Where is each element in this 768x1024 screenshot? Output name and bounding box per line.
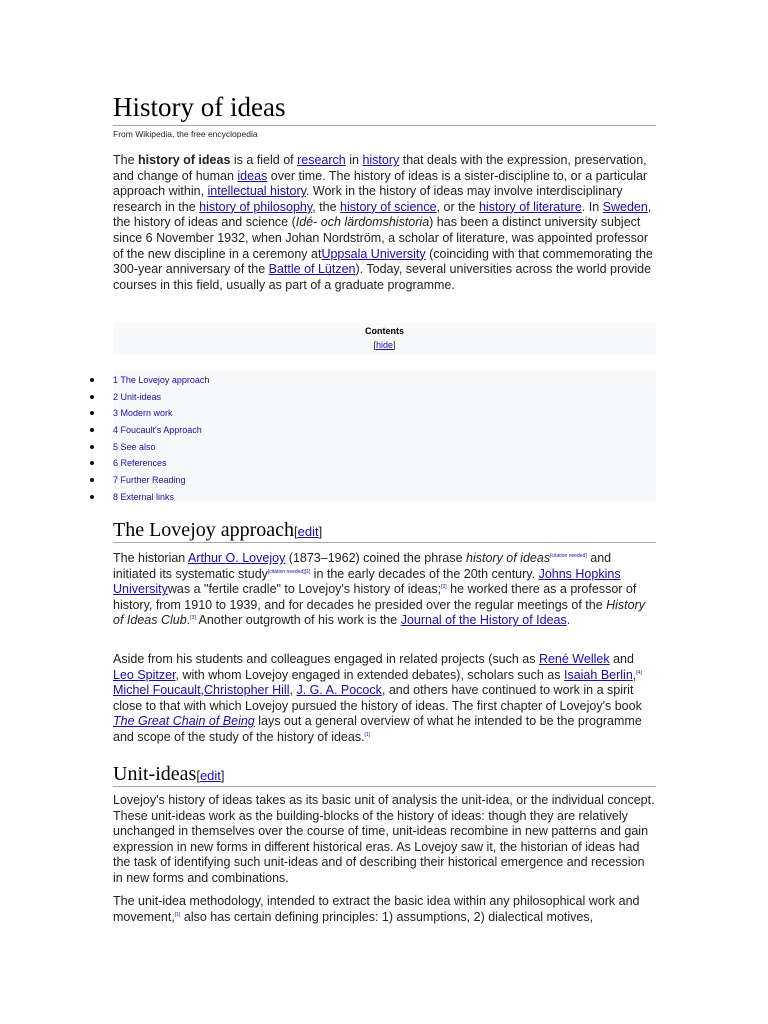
text: ) has been a distinct university subject since 6 November 1932, when Johan Nordström, a scholar of literature, was appointed professor of the new discipline in a ceremony at [113,215,649,261]
text: , with whom Lovejoy engaged in extended debates), scholars such as [175,667,564,682]
heading-text: Unit-ideas [113,763,197,785]
link-leo-spitzer[interactable]: Leo Spitzer [113,667,176,682]
text: was a "fertile cradle" to Lovejoy's history of ideas; [167,582,442,597]
reference-note[interactable]: [4] [636,669,642,676]
text: , the [312,199,340,214]
toc-title: Contents [365,326,404,336]
link-battle-of-lutzen[interactable]: Battle of Lützen [268,262,356,277]
link-uppsala-university[interactable]: Uppsala University [321,246,426,261]
text: The historian [113,551,189,565]
link-johns-hopkins[interactable]: Johns Hopkins University [113,566,621,597]
text: The unit-idea methodology, intended to extract the basic idea within any philosophical work and movement, [113,894,640,924]
text: , [632,667,637,682]
toc-link-further-reading[interactable]: 7 Further Reading [113,475,186,486]
heading-text: The Lovejoy approach [113,519,295,541]
text: The [113,153,139,167]
lovejoy-paragraph-1 [113,551,656,629]
section-heading-unit-ideas [113,762,656,788]
toc-item [88,390,209,407]
link-arthur-lovejoy[interactable]: Arthur O. Lovejoy [188,551,286,565]
text: in [345,153,363,167]
bracket: ] [220,768,225,783]
section-heading-lovejoy [113,518,656,544]
link-pocock[interactable]: J. G. A. Pocock [296,683,382,698]
section-divider [113,786,656,787]
text: is a field of [230,153,298,167]
title-divider [113,125,656,126]
toc-item [88,490,209,507]
bracket: [ [196,768,200,783]
bracket: [ [294,524,298,539]
text: in the early decades of the 20th century. [310,566,539,581]
link-history-of-literature[interactable]: history of literature [478,199,582,214]
toc-link-unit-ideas[interactable]: 2 Unit-ideas [113,391,162,402]
toc-link-modern-work[interactable]: 3 Modern work [113,408,173,419]
edit-link-unit-ideas[interactable]: edit [199,768,221,783]
toc-link-lovejoy[interactable]: 1 The Lovejoy approach [113,375,210,385]
link-research[interactable]: research [297,153,346,167]
toc-link-see-also[interactable]: 5 See also [113,441,156,452]
link-history-of-philosophy[interactable]: history of philosophy [199,199,313,214]
reference-note[interactable]: [1] [174,911,181,918]
edit-control [294,524,322,539]
bracket: [ [373,340,376,350]
text: also has certain defining principles: 1) assumptions, 2) dialectical motives, [180,909,594,924]
text: he worked there as a professor of history, from 1910 to 1939, and for decades he presided over the regular meetings of the [113,582,637,612]
toc-link-foucault[interactable]: 4 Foucault's Approach [113,425,202,436]
italic-term: Idé- och lärdomshistoria [295,215,430,230]
text: (coinciding with that commemorating the 300-year anniversary of the [113,246,653,277]
text: and initiated its systematic study [113,551,612,581]
text: , and others have continued to work in a spirit close to that with which Lovejoy pursued the history of ideas. The first chapter of Lovejoy's book [113,683,642,713]
bracket: ] [318,524,323,539]
bold-term: history of ideas [138,153,231,167]
unit-ideas-paragraph-1: Lovejoy's history of ideas takes as its basic unit of analysis the unit-idea, or the individual concept. These unit-ideas work as the building-blocks of the history of ideas: though they are relatively unchanged in themselves over the course of time, unit-ideas recombine in new patterns and gain expression in new forms in different historical eras. As Lovejoy saw it, the historian of ideas had the task of identifying such unit-ideas and of describing their historical emergence and recession in new forms and combinations. [113,793,655,885]
text: , [289,683,297,698]
text: Another outgrowth of his work is the [195,613,401,628]
toc-item [88,473,209,490]
text: ). Today, several universities across the world provide courses in this field, usually as part of a graduate programme. [113,262,652,292]
toc-hide-control [113,340,656,350]
toc-list [88,373,209,507]
text: (1873–1962) coined the phrase [285,551,467,565]
toc-link-references[interactable]: 6 References [113,458,167,469]
lovejoy-paragraph-2 [113,652,656,746]
toc-item [88,456,209,473]
section-divider [113,542,656,543]
unit-ideas-paragraph-2 [113,894,656,925]
text: that deals with the expression, preservation, and change of human [113,153,647,183]
link-christopher-hill[interactable]: Christopher Hill [204,683,290,698]
tagline: From Wikipedia, the free encyclopedia [113,129,258,139]
text: over time. The history of ideas is a sister-discipline to, or a particular approach within, [113,168,648,199]
reference-note[interactable]: [2] [441,584,447,591]
text: Aside from his students and colleagues engaged in related projects (such as [113,652,539,666]
intro-paragraph [113,153,656,293]
text: , or the [436,199,479,214]
text: and [609,652,634,666]
text: . Work in the history of ideas may involve interdisciplinary research in the [113,184,623,214]
link-rene-wellek[interactable]: René Wellek [538,652,610,666]
page-title: History of ideas [113,92,286,122]
edit-link-lovejoy[interactable]: edit [297,524,319,539]
citation-needed-note[interactable]: [citation needed] [267,568,305,575]
edit-control [196,768,224,783]
text: , [200,683,205,698]
link-journal-history-of-ideas[interactable]: Journal of the History of Ideas [400,613,567,628]
text: . [566,613,571,628]
toc-header [113,323,656,354]
citation-needed-note[interactable]: [citation needed] [550,552,587,559]
link-isaiah-berlin[interactable]: Isaiah Berlin [563,667,633,682]
italic-term: History of Ideas Club [113,597,646,628]
reference-note[interactable]: [1] [304,568,311,575]
toc-item [88,373,209,390]
bracket: ] [393,340,396,350]
link-sweden[interactable]: Sweden [602,199,648,214]
link-history[interactable]: history [362,153,400,167]
reference-note[interactable]: [1] [364,731,371,738]
italic-term: history of ideas [466,551,551,565]
text: . [186,613,191,628]
link-great-chain-of-being[interactable]: The Great Chain of Being [113,714,255,729]
toc-item [88,406,209,423]
reference-note[interactable]: [3] [190,615,196,622]
link-michel-foucault[interactable]: Michel Foucault [113,683,201,698]
text: . In [581,199,603,214]
toc-link-external-links[interactable]: 8 External links [113,491,175,502]
text: , the history of ideas and science ( [113,199,652,230]
link-intellectual-history[interactable]: intellectual history [207,184,306,199]
text: lays out a general overview of what he intended to be the programme and scope of the study of the history of ideas. [113,714,642,744]
toc-item [88,440,209,457]
toc-hide-link[interactable]: hide [375,340,393,350]
link-ideas[interactable]: ideas [237,168,268,183]
toc-item [88,423,209,440]
link-history-of-science[interactable]: history of science [340,199,437,214]
